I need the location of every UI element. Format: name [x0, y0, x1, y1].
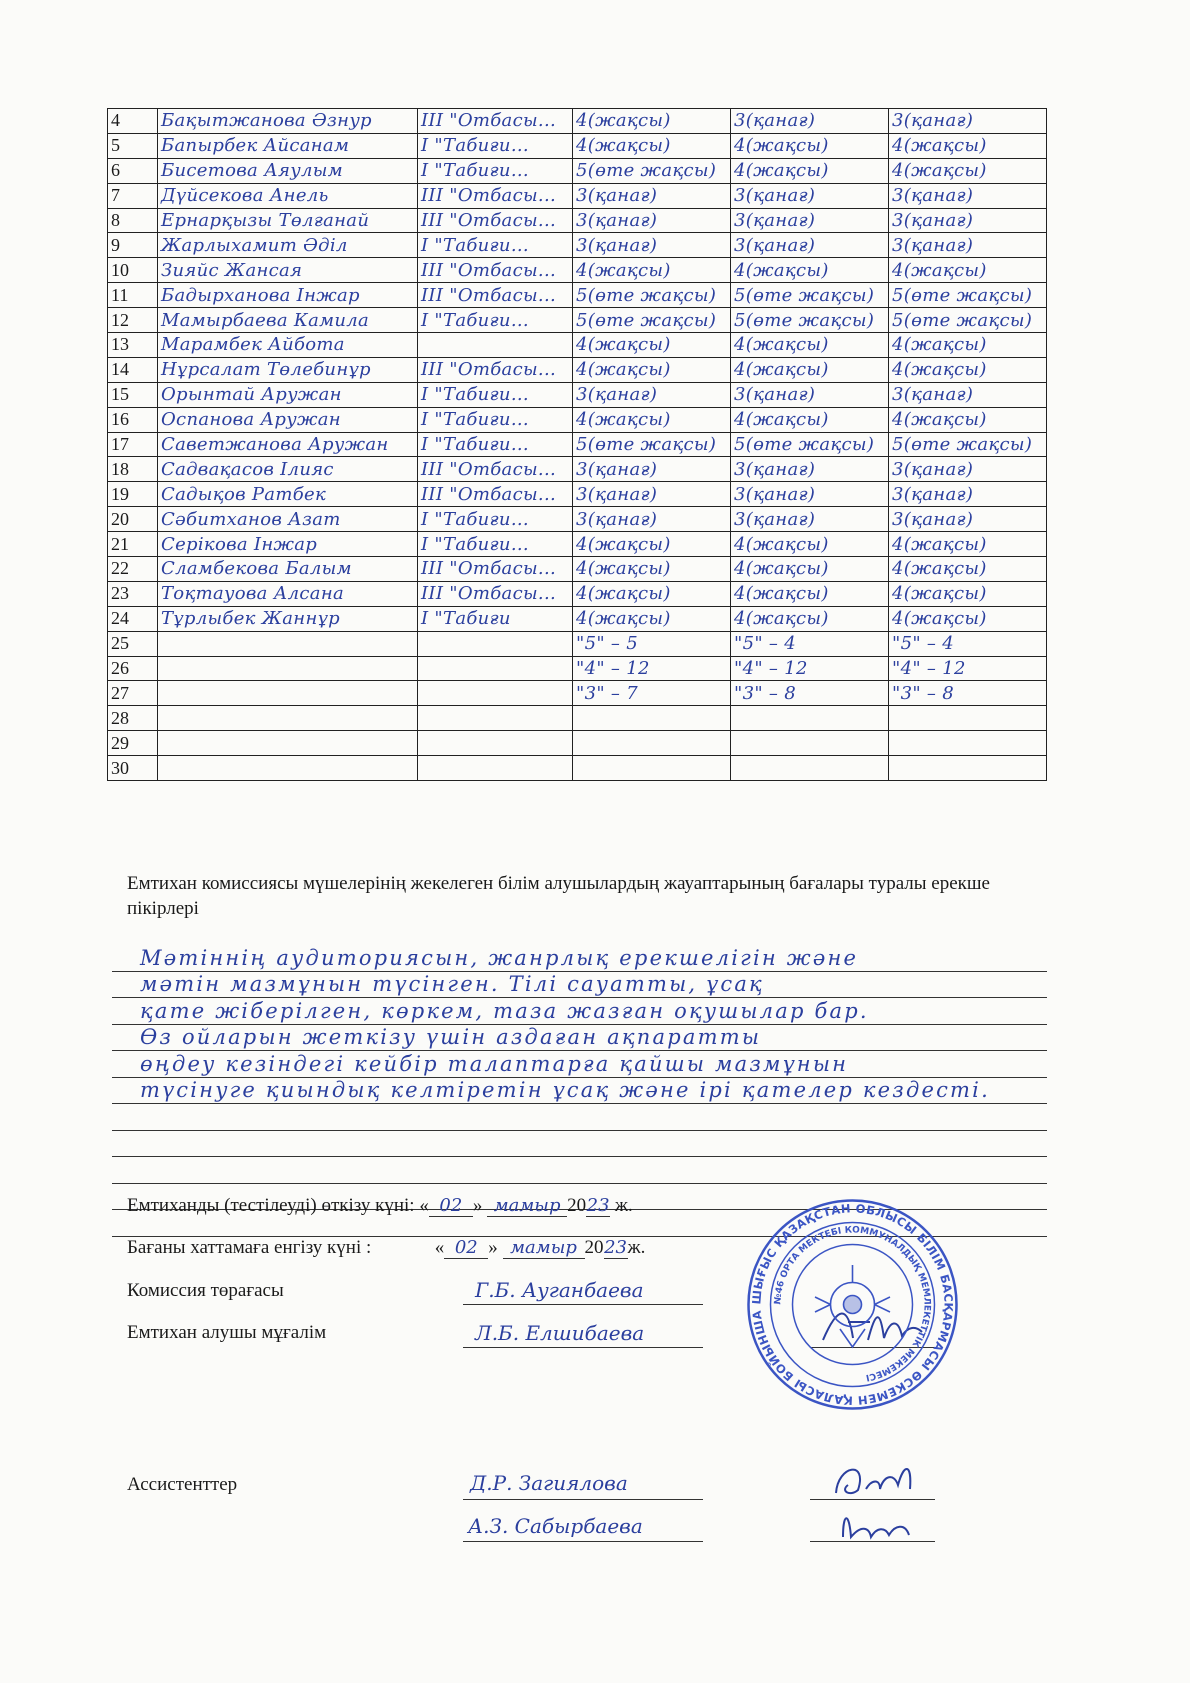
- grade-3-cell: 4(жақсы): [889, 133, 1047, 158]
- topic-cell: [418, 631, 573, 656]
- student-name-cell: Марамбек Айбота: [158, 333, 418, 358]
- topic-cell: [418, 681, 573, 706]
- row-number-cell: 17: [108, 432, 158, 457]
- entry-date-label: Бағаны хаттамаға енгізу күні :: [127, 1237, 372, 1258]
- student-name-cell: Дүйсекова Анель: [158, 183, 418, 208]
- remark-line-text: өңдеу кезіндегі кейбір талаптарға қайшы мазмұнын: [140, 1051, 849, 1076]
- grade-2-cell: 4(жақсы): [731, 333, 889, 358]
- grade-1-cell: 4(жақсы): [573, 581, 731, 606]
- row-number-cell: 11: [108, 283, 158, 308]
- row-number-cell: 29: [108, 731, 158, 756]
- row-number-cell: 16: [108, 407, 158, 432]
- topic-cell: І "Табиғи...: [418, 233, 573, 258]
- grade-3-cell: 4(жақсы): [889, 258, 1047, 283]
- grade-2-cell: [731, 731, 889, 756]
- student-name-cell: [158, 756, 418, 781]
- topic-cell: І "Табиғи...: [418, 407, 573, 432]
- grade-3-cell: 3(қанағ): [889, 183, 1047, 208]
- student-name-cell: [158, 681, 418, 706]
- topic-cell: І "Табиғи: [418, 606, 573, 631]
- grade-3-cell: 4(жақсы): [889, 407, 1047, 432]
- topic-cell: [418, 333, 573, 358]
- remarks-lines: [112, 945, 1047, 1237]
- entry-date-tail: ж.: [627, 1237, 646, 1258]
- row-number-cell: 18: [108, 457, 158, 482]
- table-row: [108, 482, 1047, 507]
- remarks-title: Емтихан комиссиясы мүшелерінің жекелеген білім алушылардың жауаптарының бағалары туралы ерекше пікірлері: [127, 873, 990, 919]
- remark-line: [112, 1104, 1047, 1131]
- table-row: [108, 382, 1047, 407]
- row-number-cell: 30: [108, 756, 158, 781]
- grade-3-cell: "4" – 12: [889, 656, 1047, 681]
- topic-cell: ІІІ "Отбасы...: [418, 258, 573, 283]
- topic-cell: ІІІ "Отбасы...: [418, 183, 573, 208]
- grade-2-cell: 4(жақсы): [731, 357, 889, 382]
- table-row: [108, 606, 1047, 631]
- grade-1-cell: [573, 756, 731, 781]
- exam-date-month: мамыр: [487, 1195, 567, 1217]
- table-row: [108, 109, 1047, 134]
- grade-2-cell: 4(жақсы): [731, 557, 889, 582]
- row-number-cell: 9: [108, 233, 158, 258]
- assistant2-name: А.З. Сабырбаева: [468, 1514, 643, 1538]
- row-number-cell: 7: [108, 183, 158, 208]
- stamp-outer-text: ШЫҒЫС ҚАЗАҚСТАН ОБЛЫСЫ БІЛІМ БАСҚАРМАСЫ ӨСКЕМЕН ҚАЛАСЫ БОЙЫНША: [749, 1201, 956, 1408]
- grade-3-cell: 3(қанағ): [889, 507, 1047, 532]
- row-number-cell: 22: [108, 557, 158, 582]
- grade-3-cell: 4(жақсы): [889, 357, 1047, 382]
- chair-name: Г.Б. Ауганбаева: [475, 1278, 644, 1302]
- student-name-cell: Тұрлыбек Жаннұр: [158, 606, 418, 631]
- student-name-cell: Мамырбаева Камила: [158, 308, 418, 333]
- grade-3-cell: 4(жақсы): [889, 606, 1047, 631]
- table-row: [108, 681, 1047, 706]
- assistant2-signature-line: [463, 1541, 703, 1542]
- assistant1-name: Д.Р. Загиялова: [470, 1471, 628, 1495]
- topic-cell: ІІІ "Отбасы...: [418, 283, 573, 308]
- grade-1-cell: [573, 731, 731, 756]
- grade-2-cell: 4(жақсы): [731, 532, 889, 557]
- row-number-cell: 4: [108, 109, 158, 134]
- remark-line: [112, 1051, 1047, 1078]
- remark-line-text: түсінуге қиындық келтіретін ұсақ және ірі қателер кездесті.: [140, 1078, 990, 1102]
- topic-cell: ІІІ "Отбасы...: [418, 482, 573, 507]
- row-number-cell: 15: [108, 382, 158, 407]
- entry-date-month: мамыр: [503, 1237, 585, 1259]
- row-number-cell: 19: [108, 482, 158, 507]
- grades-table: [107, 108, 1047, 781]
- grade-3-cell: 5(өте жақсы): [889, 432, 1047, 457]
- remark-line-text: Мәтіннің аудиториясын, жанрлық ерекшелігін және: [140, 945, 859, 970]
- topic-cell: [418, 656, 573, 681]
- row-number-cell: 27: [108, 681, 158, 706]
- stamp-inner-text: №46 ОРТА МЕКТЕБІ КОММУНАЛДЫҚ МЕМЛЕКЕТТІК МЕКЕМЕСІ: [773, 1225, 932, 1383]
- grade-3-cell: [889, 706, 1047, 731]
- student-name-cell: Садвақасов Ілияс: [158, 457, 418, 482]
- assistant1-signature-scribble: [828, 1455, 928, 1500]
- grade-3-cell: 3(қанағ): [889, 208, 1047, 233]
- grade-1-cell: 3(қанағ): [573, 208, 731, 233]
- remark-line: [112, 1131, 1047, 1158]
- topic-cell: І "Табиғи...: [418, 382, 573, 407]
- student-name-cell: Жарлыхамит Әділ: [158, 233, 418, 258]
- student-name-cell: Нұрсалат Төлебинұр: [158, 357, 418, 382]
- assistant1-signature-line: [463, 1499, 703, 1500]
- grade-3-cell: [889, 756, 1047, 781]
- remark-line-text: мәтін мазмұнын түсінген. Тілі сауатты, ұсақ: [140, 972, 764, 996]
- grade-2-cell: 4(жақсы): [731, 407, 889, 432]
- grade-3-cell: "5" – 4: [889, 631, 1047, 656]
- grade-1-cell: 3(қанағ): [573, 507, 731, 532]
- student-name-cell: Оспанова Аружан: [158, 407, 418, 432]
- table-row: [108, 457, 1047, 482]
- grade-2-cell: 3(қанағ): [731, 109, 889, 134]
- grade-3-cell: 3(қанағ): [889, 109, 1047, 134]
- grade-3-cell: 4(жақсы): [889, 158, 1047, 183]
- remark-line: [112, 945, 1047, 972]
- grade-1-cell: 4(жақсы): [573, 133, 731, 158]
- grade-1-cell: "5" – 5: [573, 631, 731, 656]
- topic-cell: [418, 731, 573, 756]
- topic-cell: І "Табиғи...: [418, 308, 573, 333]
- student-name-cell: [158, 706, 418, 731]
- student-name-cell: Бақытжанова Әзнур: [158, 109, 418, 134]
- grade-1-cell: 4(жақсы): [573, 357, 731, 382]
- grade-2-cell: 3(қанағ): [731, 208, 889, 233]
- teacher-signature-line: [463, 1347, 703, 1348]
- student-name-cell: Серікова Інжар: [158, 532, 418, 557]
- topic-cell: ІІІ "Отбасы...: [418, 208, 573, 233]
- table-row: [108, 333, 1047, 358]
- row-number-cell: 10: [108, 258, 158, 283]
- row-number-cell: 14: [108, 357, 158, 382]
- grade-3-cell: 4(жақсы): [889, 581, 1047, 606]
- table-row: [108, 756, 1047, 781]
- student-name-cell: Тоқтауова Алсана: [158, 581, 418, 606]
- exam-date-label: Емтиханды (тестілеуді) өткізу күні:: [127, 1195, 415, 1216]
- grade-1-cell: 5(өте жақсы): [573, 158, 731, 183]
- topic-cell: І "Табиғи...: [418, 158, 573, 183]
- remark-line-text: қате жіберілген, көркем, таза жазған оқушылар бар.: [140, 998, 869, 1023]
- topic-cell: ІІІ "Отбасы...: [418, 457, 573, 482]
- student-name-cell: Орынтай Аружан: [158, 382, 418, 407]
- grade-2-cell: 5(өте жақсы): [731, 432, 889, 457]
- grade-3-cell: [889, 731, 1047, 756]
- table-row: [108, 208, 1047, 233]
- grade-2-cell: 3(қанағ): [731, 482, 889, 507]
- topic-cell: І "Табиғи...: [418, 432, 573, 457]
- grade-2-cell: 4(жақсы): [731, 606, 889, 631]
- table-row: [108, 631, 1047, 656]
- row-number-cell: 21: [108, 532, 158, 557]
- exam-date-year-suffix: 23: [586, 1195, 610, 1216]
- grade-2-cell: "3" – 8: [731, 681, 889, 706]
- student-name-cell: Бапырбек Айсанам: [158, 133, 418, 158]
- topic-cell: ІІІ "Отбасы...: [418, 581, 573, 606]
- grade-1-cell: 3(қанағ): [573, 183, 731, 208]
- grade-1-cell: 3(қанағ): [573, 457, 731, 482]
- grade-1-cell: 4(жақсы): [573, 606, 731, 631]
- table-row: [108, 357, 1047, 382]
- grade-1-cell: "4" – 12: [573, 656, 731, 681]
- row-number-cell: 28: [108, 706, 158, 731]
- table-row: [108, 183, 1047, 208]
- table-row: [108, 283, 1047, 308]
- grade-1-cell: 4(жақсы): [573, 407, 731, 432]
- grade-3-cell: 4(жақсы): [889, 333, 1047, 358]
- table-row: [108, 233, 1047, 258]
- grade-2-cell: 5(өте жақсы): [731, 283, 889, 308]
- grade-1-cell: 3(қанағ): [573, 382, 731, 407]
- table-row: [108, 581, 1047, 606]
- table-row: [108, 308, 1047, 333]
- grade-1-cell: 4(жақсы): [573, 109, 731, 134]
- row-number-cell: 20: [108, 507, 158, 532]
- grade-2-cell: 3(қанағ): [731, 382, 889, 407]
- grade-2-cell: [731, 756, 889, 781]
- student-name-cell: Сламбекова Балым: [158, 557, 418, 582]
- remark-line: [112, 1157, 1047, 1184]
- table-row: [108, 706, 1047, 731]
- row-number-cell: 24: [108, 606, 158, 631]
- grade-3-cell: 3(қанағ): [889, 382, 1047, 407]
- grade-1-cell: 4(жақсы): [573, 333, 731, 358]
- grade-2-cell: "4" – 12: [731, 656, 889, 681]
- table-row: [108, 731, 1047, 756]
- exam-date-tail: ж.: [614, 1195, 633, 1216]
- row-number-cell: 23: [108, 581, 158, 606]
- assistant2-signature-scribble: [835, 1505, 925, 1545]
- topic-cell: І "Табиғи...: [418, 133, 573, 158]
- grade-3-cell: 3(қанағ): [889, 233, 1047, 258]
- topic-cell: І "Табиғи...: [418, 532, 573, 557]
- grade-2-cell: 4(жақсы): [731, 133, 889, 158]
- student-name-cell: Бадырханова Інжар: [158, 283, 418, 308]
- row-number-cell: 12: [108, 308, 158, 333]
- table-row: [108, 258, 1047, 283]
- grade-3-cell: 5(өте жақсы): [889, 283, 1047, 308]
- student-name-cell: Ернарқызы Төлғанай: [158, 208, 418, 233]
- emblem-icon: [815, 1265, 890, 1347]
- student-name-cell: Садықов Ратбек: [158, 482, 418, 507]
- topic-cell: [418, 756, 573, 781]
- remark-line-text: Өз ойларын жеткізу үшін аздаған ақпаратты: [140, 1025, 762, 1049]
- student-name-cell: Зияйс Жансая: [158, 258, 418, 283]
- grade-3-cell: 3(қанағ): [889, 482, 1047, 507]
- table-row: [108, 133, 1047, 158]
- entry-date-year-prefix: 20: [584, 1237, 604, 1258]
- row-number-cell: 6: [108, 158, 158, 183]
- row-number-cell: 25: [108, 631, 158, 656]
- chair-label: Комиссия төрағасы: [127, 1280, 284, 1301]
- exam-date-day: 02: [429, 1195, 473, 1217]
- student-name-cell: Сәбитханов Азат: [158, 507, 418, 532]
- official-stamp: [745, 1197, 960, 1412]
- grade-1-cell: 5(өте жақсы): [573, 432, 731, 457]
- grade-3-cell: 3(қанағ): [889, 457, 1047, 482]
- row-number-cell: 5: [108, 133, 158, 158]
- grade-1-cell: 3(қанағ): [573, 233, 731, 258]
- table-row: [108, 507, 1047, 532]
- grade-2-cell: "5" – 4: [731, 631, 889, 656]
- student-name-cell: [158, 631, 418, 656]
- topic-cell: ІІІ "Отбасы...: [418, 109, 573, 134]
- table-row: [108, 432, 1047, 457]
- chair-signature-line: [463, 1304, 703, 1305]
- grade-2-cell: 3(қанағ): [731, 233, 889, 258]
- grade-1-cell: [573, 706, 731, 731]
- grade-2-cell: 5(өте жақсы): [731, 308, 889, 333]
- grades-table-body: [108, 109, 1047, 781]
- remark-line: [112, 1025, 1047, 1052]
- table-row: [108, 557, 1047, 582]
- teacher-label: Емтихан алушы мұғалім: [127, 1322, 327, 1343]
- grade-2-cell: 3(қанағ): [731, 507, 889, 532]
- student-name-cell: [158, 656, 418, 681]
- topic-cell: ІІІ "Отбасы...: [418, 357, 573, 382]
- row-number-cell: 13: [108, 333, 158, 358]
- grade-1-cell: 4(жақсы): [573, 557, 731, 582]
- grade-3-cell: 4(жақсы): [889, 557, 1047, 582]
- grade-1-cell: 4(жақсы): [573, 258, 731, 283]
- student-name-cell: [158, 731, 418, 756]
- grade-2-cell: 3(қанағ): [731, 183, 889, 208]
- grade-2-cell: [731, 706, 889, 731]
- table-row: [108, 532, 1047, 557]
- entry-date-year-suffix: 23: [604, 1237, 627, 1258]
- row-number-cell: 8: [108, 208, 158, 233]
- grade-3-cell: "3" – 8: [889, 681, 1047, 706]
- entry-date-day: 02: [444, 1237, 488, 1259]
- grade-3-cell: 5(өте жақсы): [889, 308, 1047, 333]
- table-row: [108, 656, 1047, 681]
- student-name-cell: Саветжанова Аружан: [158, 432, 418, 457]
- grade-2-cell: 4(жақсы): [731, 581, 889, 606]
- grade-2-cell: 4(жақсы): [731, 258, 889, 283]
- grade-1-cell: 5(өте жақсы): [573, 308, 731, 333]
- grade-1-cell: 5(өте жақсы): [573, 283, 731, 308]
- remark-line: [112, 1078, 1047, 1105]
- remark-line: [112, 998, 1047, 1025]
- grade-2-cell: 3(қанағ): [731, 457, 889, 482]
- teacher-name: Л.Б. Елшибаева: [475, 1321, 645, 1345]
- grade-1-cell: 4(жақсы): [573, 532, 731, 557]
- grade-1-cell: 3(қанағ): [573, 482, 731, 507]
- remark-line: [112, 972, 1047, 999]
- entry-date-row: Бағаны хаттамаға енгізу күні : « 02 » мамыр 2023ж.: [127, 1237, 646, 1258]
- assistants-label: Ассистенттер: [127, 1474, 238, 1495]
- row-number-cell: 26: [108, 656, 158, 681]
- student-name-cell: Бисетова Аяулым: [158, 158, 418, 183]
- grade-1-cell: "3" – 7: [573, 681, 731, 706]
- topic-cell: І "Табиғи...: [418, 507, 573, 532]
- grade-2-cell: 4(жақсы): [731, 158, 889, 183]
- table-row: [108, 407, 1047, 432]
- topic-cell: ІІІ "Отбасы...: [418, 557, 573, 582]
- grade-3-cell: 4(жақсы): [889, 532, 1047, 557]
- topic-cell: [418, 706, 573, 731]
- exam-date-year-prefix: 20: [567, 1195, 587, 1216]
- table-row: [108, 158, 1047, 183]
- exam-date-row: Емтиханды (тестілеуді) өткізу күні: « 02 » мамыр 2023 ж.: [127, 1195, 633, 1216]
